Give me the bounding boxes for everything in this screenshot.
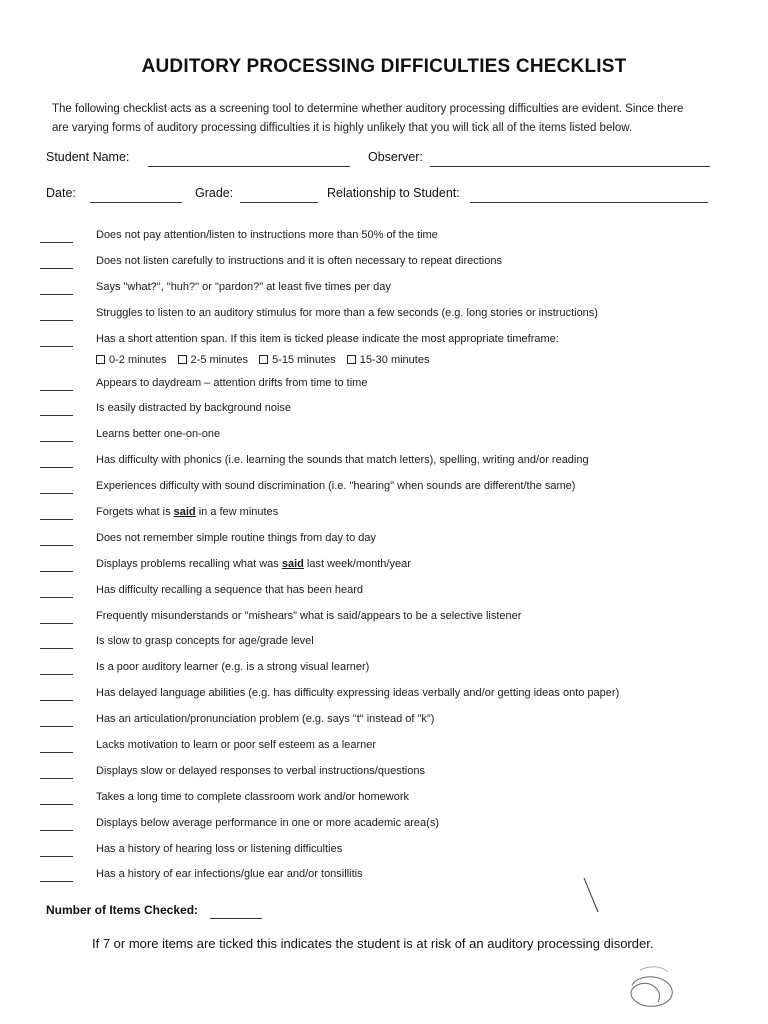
student-name-label: Student Name: <box>46 150 130 164</box>
intro-paragraph: The following checklist acts as a screening tool to determine whether auditory processing difficulties are evident. Since there are varying forms of auditory processing difficulties it is highly unlikely that you will tick all of the items listed below. <box>52 103 684 134</box>
item-text-part: in a few minutes <box>195 506 279 519</box>
item-text-part: last week/month/year <box>303 557 411 570</box>
item-text: Says "what?", "huh?" or "pardon?" at least five times per day <box>96 280 391 293</box>
item-text: Experiences difficulty with sound discrimination (i.e. "hearing" when sounds are different/the same) <box>96 480 576 493</box>
item-text: Is easily distracted by background noise <box>96 402 292 415</box>
item-text: Has difficulty recalling a sequence that has been heard <box>96 583 364 596</box>
timeframe-label: 15-30 minutes <box>359 353 430 366</box>
item-text: Does not pay attention/listen to instructions more than 50% of the time <box>96 229 438 241</box>
item-text-part: Forgets what is <box>96 506 174 519</box>
item-text: Has difficulty with phonics (i.e. learning the sounds that match letters), spelling, writing and/or reading <box>96 454 589 467</box>
item-text: Learns better one-on-one <box>96 428 221 441</box>
grade-label: Grade: <box>195 186 234 200</box>
emphasis-said: said <box>281 557 304 570</box>
item-text: Has delayed language abilities (e.g. has difficulty expressing ideas verbally and/or getting ideas onto paper) <box>96 687 620 700</box>
item-text-part: Displays problems recalling what was <box>96 557 282 570</box>
relationship-label: Relationship to Student: <box>327 186 460 200</box>
timeframe-label: 0-2 minutes <box>109 353 167 366</box>
item-text: Does not listen carefully to instructions and it is often necessary to repeat directions <box>96 254 502 267</box>
items-checked-label: Number of Items Checked: <box>46 903 199 917</box>
item-text: Frequently misunderstands or "mishears" what is said/appears to be a selective listener <box>96 609 522 622</box>
item-text: Is a poor auditory learner (e.g. is a strong visual learner) <box>96 661 370 674</box>
item-text: Has an articulation/pronunciation problem (e.g. says "t" instead of "k") <box>96 713 435 726</box>
timeframe-label: 5-15 minutes <box>272 353 336 366</box>
item-text: Displays below average performance in one or more academic area(s) <box>96 816 439 829</box>
item-text: Has a short attention span. If this item is ticked please indicate the most appropriate timeframe: <box>96 332 559 345</box>
item-text: Struggles to listen to an auditory stimulus for more than a few seconds (e.g. long stories or instructions) <box>96 306 598 319</box>
scribble-icon <box>631 977 672 1007</box>
item-text: Is slow to grasp concepts for age/grade level <box>96 635 314 648</box>
item-text: Appears to daydream – attention drifts from time to time <box>96 376 368 389</box>
risk-note: If 7 or more items are ticked this indicates the student is at risk of an auditory processing disorder. <box>92 936 654 951</box>
scribble-icon <box>640 967 668 972</box>
item-text: Has a history of hearing loss or listening difficulties <box>96 842 343 855</box>
emphasis-said: said <box>173 506 196 519</box>
item-text: Takes a long time to complete classroom work and/or homework <box>96 790 410 803</box>
observer-label: Observer: <box>368 150 423 164</box>
item-text: Displays slow or delayed responses to verbal instructions/questions <box>96 764 425 777</box>
timeframe-label: 2-5 minutes <box>190 353 249 366</box>
date-label: Date: <box>46 186 76 200</box>
pen-stroke-icon <box>584 878 598 912</box>
item-text: Lacks motivation to learn or poor self esteem as a learner <box>96 739 377 752</box>
page-title: AUDITORY PROCESSING DIFFICULTIES CHECKLIST <box>141 56 627 77</box>
item-text: Does not remember simple routine things from day to day <box>96 531 377 544</box>
item-text: Has a history of ear infections/glue ear and/or tonsillitis <box>96 868 363 881</box>
